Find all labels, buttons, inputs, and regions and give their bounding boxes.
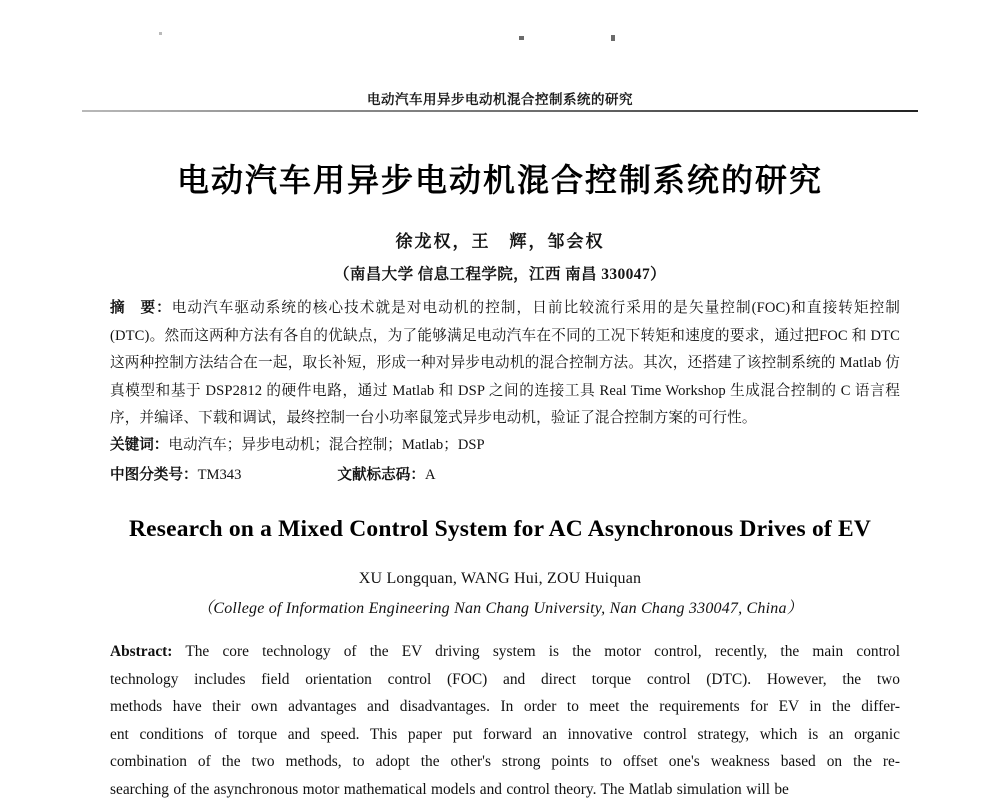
- running-head: 电动汽车用异步电动机混合控制系统的研究: [367, 92, 633, 108]
- header-rule: [82, 110, 918, 112]
- english-abstract-line-6: searching of the asynchronous motor mathematical models and control theory. The Matlab simulation will be: [110, 780, 789, 798]
- document-code-label: 文献标志码：: [337, 466, 425, 483]
- chinese-keywords: [110, 432, 900, 458]
- keywords-value: 电动汽车；异步电动机；混合控制；Matlab；DSP: [168, 437, 485, 453]
- english-abstract-line-5: combination of the two methods, to adopt the other's strong points to offset one's weakness based on the re-: [110, 753, 900, 770]
- document-code-value: A: [424, 467, 436, 483]
- english-affiliation: （College of Information Engineering Nan Chang University, Nan Chang 330047, China）: [197, 600, 803, 617]
- english-abstract-line-2: technology includes field orientation control (FOC) and direct torque control (DTC). However, the two: [110, 670, 900, 688]
- english-title: Research on a Mixed Control System for AC Asynchronous Drives of EV: [128, 516, 872, 542]
- english-abstract-line-3: methods have their own advantages and disadvantages. In order to meet the requirements for EV in the differ-: [110, 698, 900, 715]
- english-abstract-line-4: ent conditions of torque and speed. This paper put forward an innovative control strategy, which is an organic: [110, 725, 900, 743]
- affiliation: （南昌大学 信息工程学院，江西 南昌 330047）: [333, 266, 667, 283]
- abstract-label: 摘: [110, 299, 126, 316]
- scan-speckle: [519, 36, 524, 40]
- english-abstract: [110, 638, 900, 801]
- clc-value: TM343: [197, 467, 242, 483]
- abstract-body: 电动汽车驱动系统的核心技术就是对电动机的控制，日前比较流行采用的是矢量控制(FOC)和直接转矩控制(DTC)。然而这两种方法有各自的优缺点，为了能够满足电动汽车在不同的工况下转矩和速度的要求，通过把FOC 和 DTC 这两种控制方法结合在一起，取长补短，形成一种对异步电动机的混合控制方法。其次，还搭建了该控制系统的 Matlab 仿真模型和基于 DSP2812 的硬件电路，通过 Matlab 和 DSP 之间的连接工具 Real Time Workshop 生成混合控制的 C 语言程序，并编译、下载和调试，最终控制一台小功率鼠笼式异步电动机，验证了混合控制方案的可行性。: [110, 300, 900, 426]
- abstract-label-colon: 要：: [139, 299, 172, 316]
- english-abstract-line-text: The core technology of the EV driving system is the motor control, recently, the main control: [185, 643, 900, 660]
- scan-speckle: [159, 32, 162, 35]
- english-abstract-line-1: [110, 638, 900, 666]
- english-abstract-label: Abstract:: [110, 643, 173, 660]
- page-title: 电动汽车用异步电动机混合控制系统的研究: [176, 161, 823, 199]
- classification-codes: [110, 462, 900, 488]
- clc-label: 中图分类号：: [110, 466, 198, 483]
- scan-speckle: [611, 35, 615, 41]
- keywords-label: 关键词：: [110, 436, 169, 453]
- english-author-list: XU Longquan, WANG Hui, ZOU Huiquan: [358, 570, 642, 587]
- author-list: 徐龙权，王 辉，邹会权: [395, 232, 605, 252]
- chinese-abstract: [110, 294, 900, 433]
